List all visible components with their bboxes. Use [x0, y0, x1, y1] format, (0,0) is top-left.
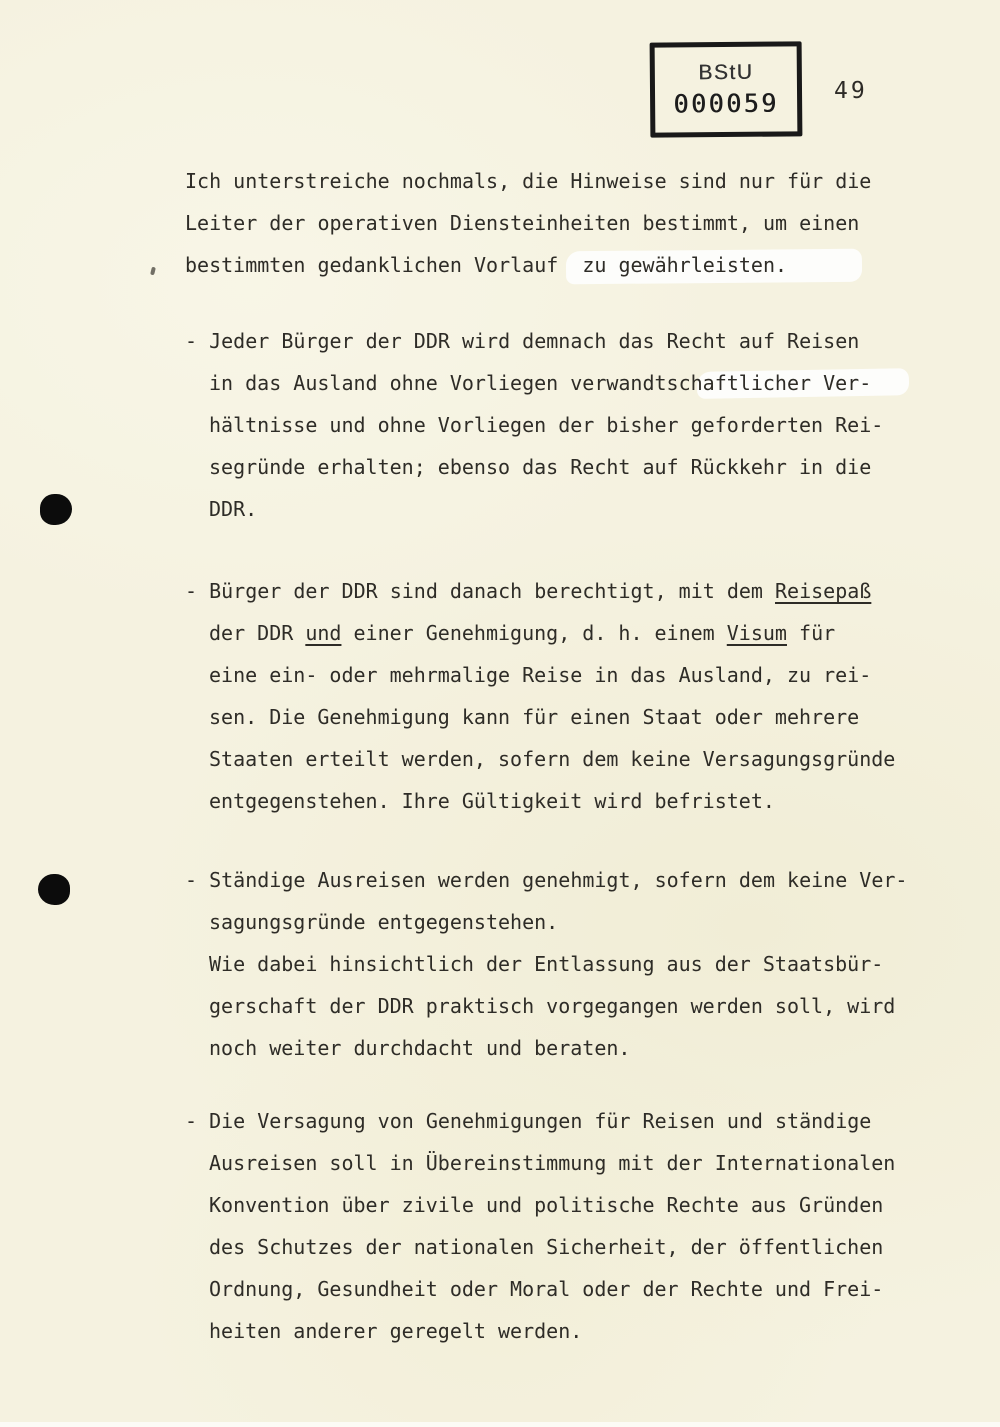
text-segment: Staaten erteilt werden, sofern dem keine Versagungsgründe [209, 747, 896, 771]
text-segment: Ordnung, Gesundheit oder Moral oder der Rechte und Frei- [209, 1277, 884, 1301]
text-segment: Ausreisen soll in Übereinstimmung mit der Internationalen [209, 1151, 896, 1175]
text-line [185, 570, 895, 612]
bullet-paragraph-1 [185, 320, 883, 530]
text-line [185, 985, 907, 1027]
text-line [185, 362, 883, 404]
text-segment: Leiter der operativen Diensteinheiten bestimmt, um einen [185, 211, 860, 235]
text-line [185, 320, 883, 362]
text-segment: der DDR [209, 621, 306, 645]
text-segment: einer Genehmigung, d. h. einem [341, 621, 727, 645]
text-line [185, 1268, 895, 1310]
text-line [185, 901, 907, 943]
stamp-serial-number: 000059 [673, 88, 779, 119]
text-segment: noch weiter durchdacht und beraten. [209, 1036, 631, 1060]
text-line [185, 1226, 895, 1268]
scan-bottom-edge [0, 1422, 1000, 1427]
text-segment: in das Ausland ohne Vorliegen verwandtschaftlicher Ver- [209, 371, 872, 395]
text-line [185, 780, 895, 822]
text-line [185, 1027, 907, 1069]
text-segment: Ich unterstreiche nochmals, die Hinweise sind nur für die [185, 169, 872, 193]
bullet-paragraph-2 [185, 570, 895, 822]
hole-punch-mark-top [40, 494, 72, 525]
underlined-text: Visum [726, 621, 787, 645]
ink-speck [150, 267, 156, 276]
text-segment: eine ein- oder mehrmalige Reise in das Ausland, zu rei- [209, 663, 872, 687]
text-line [185, 1142, 895, 1184]
text-line [185, 696, 895, 738]
bullet-paragraph-4 [185, 1100, 895, 1352]
text-segment: für [786, 621, 836, 645]
text-segment: - Ständige Ausreisen werden genehmigt, sofern dem keine Ver- [185, 868, 908, 892]
text-segment: Konvention über zivile und politische Rechte aus Gründen [209, 1193, 884, 1217]
archive-stamp-box [650, 41, 803, 137]
text-line [185, 654, 895, 696]
text-line [185, 1100, 895, 1142]
text-segment: Wie dabei hinsichtlich der Entlassung aus der Staatsbür- [209, 952, 884, 976]
stamp-agency-label: BStU [698, 60, 754, 85]
text-segment: - Jeder Bürger der DDR wird demnach das Recht auf Reisen [185, 329, 860, 353]
text-segment: entgegenstehen. Ihre Gültigkeit wird befristet. [209, 789, 775, 813]
bullet-paragraph-3 [185, 859, 907, 1069]
text-line [185, 612, 895, 654]
text-segment: DDR. [209, 497, 258, 521]
text-segment: bestimmten gedanklichen Vorlauf zu gewährleisten. [185, 253, 788, 277]
hole-punch-mark-bottom [38, 874, 70, 905]
text-line [185, 943, 907, 985]
text-line [185, 404, 883, 446]
text-segment: heiten anderer geregelt werden. [209, 1319, 583, 1343]
underlined-text: und [305, 621, 342, 645]
text-line [185, 244, 871, 286]
text-segment: - Bürger der DDR sind danach berechtigt, mit dem [185, 579, 776, 603]
text-line [185, 859, 907, 901]
text-line [185, 1310, 895, 1352]
text-segment: segründe erhalten; ebenso das Recht auf Rückkehr in die [209, 455, 872, 479]
text-segment: gerschaft der DDR praktisch vorgegangen werden soll, wird [209, 994, 896, 1018]
text-segment: hältnisse und ohne Vorliegen der bisher geforderten Rei- [209, 413, 884, 437]
text-line [185, 202, 871, 244]
text-line [185, 160, 871, 202]
text-line [185, 446, 883, 488]
text-segment: des Schutzes der nationalen Sicherheit, der öffentlichen [209, 1235, 884, 1259]
text-line [185, 738, 895, 780]
text-segment: sen. Die Genehmigung kann für einen Staat oder mehrere [209, 705, 860, 729]
underlined-text: Reisepaß [775, 579, 872, 603]
text-line [185, 1184, 895, 1226]
text-line [185, 488, 883, 530]
page-number: 49 [834, 78, 868, 104]
text-segment: sagungsgründe entgegenstehen. [209, 910, 559, 934]
intro-paragraph [185, 160, 871, 286]
text-segment: - Die Versagung von Genehmigungen für Reisen und ständige [185, 1109, 872, 1133]
